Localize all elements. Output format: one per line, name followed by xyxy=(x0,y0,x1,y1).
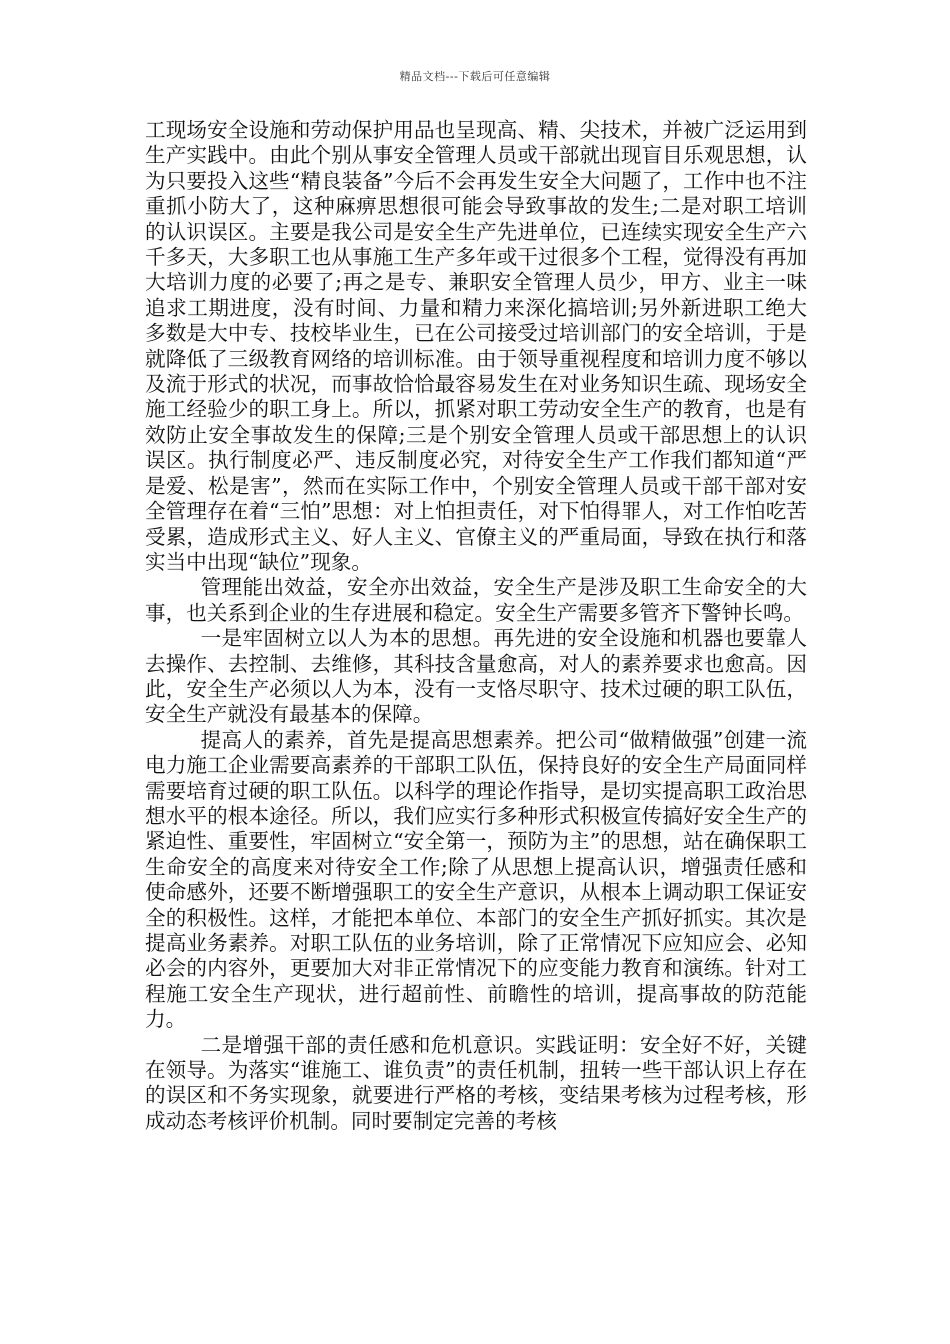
body-text xyxy=(145,118,807,1134)
page-header: 精品文档---下载后可任意编辑 xyxy=(399,70,551,83)
paragraph-5: 二是增强干部的责任感和危机意识。实践证明：安全好不好，关键在领导。为落实“谁施工、谁负责”的责任机制，扭转一些干部认识上存在的误区和不务实现象，就要进行严格的考核，变结果考核为过程考核，形成动态考核评价机制。同时要制定完善的考核 xyxy=(145,1032,807,1133)
paragraph-2: 管理能出效益，安全亦出效益，安全生产是涉及职工生命安全的大事，也关系到企业的生存进展和稳定。安全生产需要多管齐下警钟长鸣。 xyxy=(145,575,807,625)
paragraph-1: 工现场安全设施和劳动保护用品也呈现高、精、尖技术，并被广泛运用到生产实践中。由此个别从事安全管理人员或干部就出现盲目乐观思想，认为只要投入这些“精良装备”今后不会再发生安全大问题了，工作中也不注重抓小防大了，这种麻痹思想很可能会导致事故的发生;二是对职工培训的认识误区。主要是我公司是安全生产先进单位，已连续实现安全生产六千多天，大多职工也从事施工生产多年或干过很多个工程，觉得没有再加大培训力度的必要了;再之是专、兼职安全管理人员少，甲方、业主一味追求工期进度，没有时间、力量和精力来深化搞培训;另外新进职工绝大多数是大中专、技校毕业生，已在公司接受过培训部门的安全培训，于是就降低了三级教育网络的培训标准。由于领导重视程度和培训力度不够以及流于形式的状况，而事故恰恰最容易发生在对业务知识生疏、现场安全施工经验少的职工身上。所以，抓紧对职工劳动安全生产的教育，也是有效防止安全事故发生的保障;三是个别安全管理人员或干部思想上的认识误区。执行制度必严、违反制度必究，对待安全生产工作我们都知道“严是爱、松是害”，然而在实际工作中，个别安全管理人员或干部干部对安全管理存在着“三怕”思想：对上怕担责任，对下怕得罪人，对工作怕吃苦受累，造成形式主义、好人主义、官僚主义的严重局面，导致在执行和落实当中出现“缺位”现象。 xyxy=(145,118,807,574)
paragraph-3: 一是牢固树立以人为本的思想。再先进的安全设施和机器也要靠人去操作、去控制、去维修，其科技含量愈高，对人的素养要求也愈高。因此，安全生产必须以人为本，没有一支恪尽职守、技术过硬的职工队伍，安全生产就没有最基本的保障。 xyxy=(145,626,807,727)
paragraph-4: 提高人的素养，首先是提高思想素养。把公司“做精做强”创建一流电力施工企业需要高素养的干部职工队伍，保持良好的安全生产局面同样需要培育过硬的职工队伍。以科学的理论作指导，是切实提高职工政治思想水平的根本途径。所以，我们应实行多种形式积极宣传搞好安全生产的紧迫性、重要性，牢固树立“安全第一，预防为主”的思想，站在确保职工生命安全的高度来对待安全工作;除了从思想上提高认识，增强责任感和使命感外，还要不断增强职工的安全生产意识，从根本上调动职工保证安全的积极性。这样，才能把本单位、本部门的安全生产抓好抓实。其次是提高业务素养。对职工队伍的业务培训，除了正常情况下应知应会、必知必会的内容外，更要加大对非正常情况下的应变能力教育和演练。针对工程施工安全生产现状，进行超前性、前瞻性的培训，提高事故的防范能力。 xyxy=(145,727,807,1032)
